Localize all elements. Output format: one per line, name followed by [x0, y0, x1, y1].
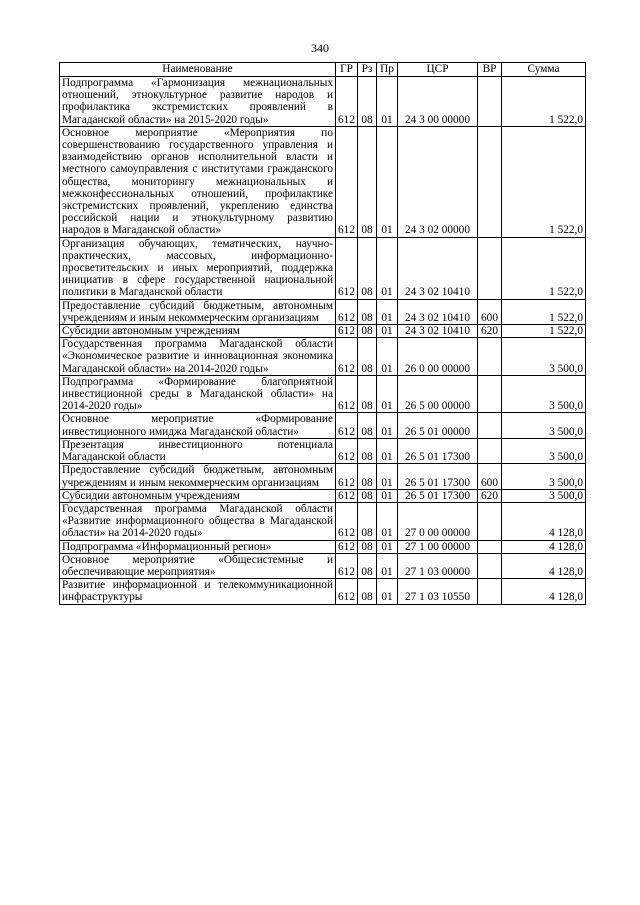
- row-rz: 08: [358, 237, 377, 299]
- row-pr: 01: [377, 299, 398, 324]
- row-sum: 3 500,0: [502, 338, 586, 376]
- row-name: Основное мероприятие «Общесистемные и обеспечивающие мероприятия»: [60, 553, 336, 578]
- table-row: [60, 413, 586, 438]
- table-row: [60, 126, 586, 237]
- row-gr: 612: [336, 126, 358, 237]
- row-vr: [478, 237, 502, 299]
- row-vr: 600: [478, 464, 502, 489]
- row-csr: 26 5 01 17300: [398, 489, 478, 502]
- row-gr: 612: [336, 553, 358, 578]
- row-vr: 620: [478, 325, 502, 338]
- row-pr: 01: [377, 579, 398, 604]
- row-rz: 08: [358, 77, 377, 127]
- row-vr: [478, 375, 502, 413]
- row-name: Подпрограмма «Формирование благоприятной инвестиционной среды в Магаданской области» на 2014-2020 годы»: [60, 375, 336, 413]
- page-number: 340: [311, 41, 329, 55]
- row-pr: 01: [377, 502, 398, 540]
- row-pr: 01: [377, 237, 398, 299]
- row-name: Организация обучающих, тематических, научно-практических, массовых, информационно-просветительских и иных мероприятий, поддержка инициатив в сфере государственной национальной политики в Магаданской области: [60, 237, 336, 299]
- row-sum: 1 522,0: [502, 325, 586, 338]
- row-name: Развитие информационной и телекоммуникационной инфраструктуры: [60, 579, 336, 604]
- header-csr: ЦСР: [398, 63, 478, 77]
- row-csr: 26 5 01 17300: [398, 438, 478, 463]
- row-pr: 01: [377, 77, 398, 127]
- row-gr: 612: [336, 375, 358, 413]
- row-sum: 3 500,0: [502, 489, 586, 502]
- row-csr: 27 0 00 00000: [398, 502, 478, 540]
- row-gr: 612: [336, 502, 358, 540]
- row-pr: 01: [377, 413, 398, 438]
- table-row: [60, 375, 586, 413]
- header-sum: Сумма: [502, 63, 586, 77]
- table-row: [60, 299, 586, 324]
- table-row: [60, 553, 586, 578]
- row-vr: [478, 413, 502, 438]
- row-pr: 01: [377, 325, 398, 338]
- row-gr: 612: [336, 464, 358, 489]
- header-name: Наименование: [60, 63, 336, 77]
- row-name: Предоставление субсидий бюджетным, автономным учреждениям и иным некоммерческим организациям: [60, 299, 336, 324]
- row-pr: 01: [377, 438, 398, 463]
- row-vr: [478, 338, 502, 376]
- row-sum: 4 128,0: [502, 579, 586, 604]
- row-sum: 4 128,0: [502, 540, 586, 553]
- header-gr: ГР: [336, 63, 358, 77]
- row-sum: 1 522,0: [502, 299, 586, 324]
- row-rz: 08: [358, 375, 377, 413]
- row-csr: 26 5 01 17300: [398, 464, 478, 489]
- row-gr: 612: [336, 413, 358, 438]
- row-pr: 01: [377, 464, 398, 489]
- row-csr: 26 5 01 00000: [398, 413, 478, 438]
- row-gr: 612: [336, 438, 358, 463]
- budget-table: [59, 62, 586, 605]
- row-sum: 1 522,0: [502, 237, 586, 299]
- row-gr: 612: [336, 299, 358, 324]
- table-row: [60, 325, 586, 338]
- row-rz: 08: [358, 579, 377, 604]
- row-sum: 4 128,0: [502, 553, 586, 578]
- row-pr: 01: [377, 126, 398, 237]
- row-csr: 24 3 00 00000: [398, 77, 478, 127]
- row-name: Предоставление субсидий бюджетным, автономным учреждениям и иным некоммерческим организациям: [60, 464, 336, 489]
- row-rz: 08: [358, 540, 377, 553]
- row-vr: [478, 553, 502, 578]
- row-csr: 26 5 00 00000: [398, 375, 478, 413]
- row-name: Подпрограмма «Информационный регион»: [60, 540, 336, 553]
- row-vr: [478, 77, 502, 127]
- row-rz: 08: [358, 126, 377, 237]
- row-sum: 3 500,0: [502, 464, 586, 489]
- table-row: [60, 540, 586, 553]
- row-gr: 612: [336, 325, 358, 338]
- row-csr: 27 1 00 00000: [398, 540, 478, 553]
- table-row: [60, 77, 586, 127]
- row-rz: 08: [358, 502, 377, 540]
- row-name: Государственная программа Магаданской области «Развитие информационного общества в Магаданской области» на 2014-2020 годы»: [60, 502, 336, 540]
- row-gr: 612: [336, 77, 358, 127]
- row-rz: 08: [358, 438, 377, 463]
- table-row: [60, 338, 586, 376]
- table-row: [60, 464, 586, 489]
- row-vr: [478, 502, 502, 540]
- row-gr: 612: [336, 540, 358, 553]
- row-sum: 4 128,0: [502, 502, 586, 540]
- row-rz: 08: [358, 338, 377, 376]
- table-row: [60, 579, 586, 604]
- row-csr: 26 0 00 00000: [398, 338, 478, 376]
- row-gr: 612: [336, 338, 358, 376]
- table-row: [60, 237, 586, 299]
- row-rz: 08: [358, 553, 377, 578]
- row-name: Государственная программа Магаданской области «Экономическое развитие и инновационная экономика Магаданской области» на 2014-2020 годы»: [60, 338, 336, 376]
- row-csr: 27 1 03 00000: [398, 553, 478, 578]
- row-pr: 01: [377, 338, 398, 376]
- row-sum: 3 500,0: [502, 375, 586, 413]
- row-name: Основное мероприятие «Формирование инвестиционного имиджа Магаданской области»: [60, 413, 336, 438]
- table-row: [60, 502, 586, 540]
- row-name: Субсидии автономным учреждениям: [60, 489, 336, 502]
- row-rz: 08: [358, 489, 377, 502]
- row-pr: 01: [377, 540, 398, 553]
- row-pr: 01: [377, 375, 398, 413]
- row-csr: 27 1 03 10550: [398, 579, 478, 604]
- row-name: Субсидии автономным учреждениям: [60, 325, 336, 338]
- row-vr: 620: [478, 489, 502, 502]
- header-pr: Пр: [377, 63, 398, 77]
- row-sum: 1 522,0: [502, 126, 586, 237]
- header-vr: ВР: [478, 63, 502, 77]
- header-rz: Рз: [358, 63, 377, 77]
- row-csr: 24 3 02 00000: [398, 126, 478, 237]
- row-csr: 24 3 02 10410: [398, 237, 478, 299]
- row-sum: 3 500,0: [502, 438, 586, 463]
- row-pr: 01: [377, 553, 398, 578]
- row-name: Подпрограмма «Гармонизация межнациональных отношений, этнокультурное развитие народов и профилактика экстремистских проявлений в Магаданской области» на 2015-2020 годы»: [60, 77, 336, 127]
- row-pr: 01: [377, 489, 398, 502]
- row-vr: [478, 126, 502, 237]
- row-rz: 08: [358, 325, 377, 338]
- row-gr: 612: [336, 489, 358, 502]
- row-sum: 1 522,0: [502, 77, 586, 127]
- table-header-row: [60, 63, 586, 77]
- row-csr: 24 3 02 10410: [398, 299, 478, 324]
- row-name: Презентация инвестиционного потенциала Магаданской области: [60, 438, 336, 463]
- row-gr: 612: [336, 237, 358, 299]
- table-row: [60, 489, 586, 502]
- row-vr: [478, 540, 502, 553]
- row-vr: 600: [478, 299, 502, 324]
- row-vr: [478, 579, 502, 604]
- row-rz: 08: [358, 464, 377, 489]
- row-rz: 08: [358, 413, 377, 438]
- row-csr: 24 3 02 10410: [398, 325, 478, 338]
- table-row: [60, 438, 586, 463]
- row-vr: [478, 438, 502, 463]
- row-sum: 3 500,0: [502, 413, 586, 438]
- row-rz: 08: [358, 299, 377, 324]
- row-name: Основное мероприятие «Мероприятия по совершенствованию государственного управления и взаимодействию органов исполнительной власти и местного самоуправления с институтами гражданского общества, мониторингу межнациональных и межконфессиональных отношений, профилактике экстремистских проявлений, укреплению единства российской нации и этнокультурному развитию народов в Магаданской области»: [60, 126, 336, 237]
- row-gr: 612: [336, 579, 358, 604]
